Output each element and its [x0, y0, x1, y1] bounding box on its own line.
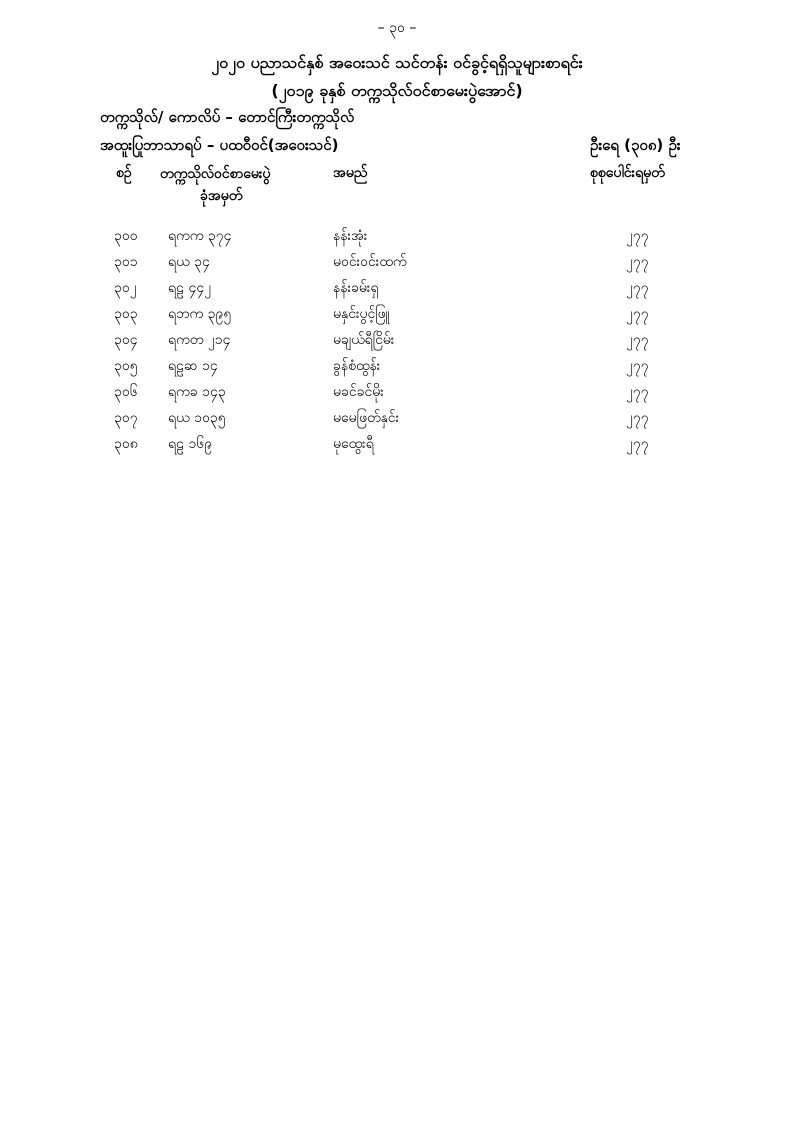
header-total-score: စုစုပေါင်းရမှတ် — [590, 165, 665, 181]
row-number: ၃၀၅ — [114, 358, 138, 374]
total-score: ၂၇၇ — [626, 228, 649, 244]
row-number: ၃၀၄ — [114, 332, 138, 348]
student-name: နန်းခမ်းရှ — [333, 280, 379, 296]
row-number: ၃၀၀ — [114, 228, 138, 244]
roll-number: ရကခ ၁၄၃ — [168, 384, 226, 400]
table-row — [0, 226, 794, 252]
document-title: ၂၀၂၀ ပညာသင်နှစ် အဝေးသင် သင်တန်း ဝင်ခွင့်ရရှိသူများစာရင်း — [211, 53, 583, 72]
roll-number: ရဠဆ ၁၄ — [168, 358, 218, 374]
document-subtitle: (၂၀၁၉ ခုနှစ် တက္ကသိုလ်ဝင်စာမေးပွဲအောင်) — [271, 81, 523, 100]
roll-number: ရဘက ၃၉၅ — [168, 306, 232, 322]
table-row — [0, 278, 794, 304]
total-score: ၂၇၇ — [626, 332, 649, 348]
table-row — [0, 330, 794, 356]
roll-number: ရဠ ၁၆၉ — [168, 436, 213, 452]
row-number: ၃၀၈ — [114, 436, 138, 452]
roll-number: ရကက ၃၇၄ — [168, 228, 232, 244]
header-roll-line2: ခုံအမှတ် — [200, 188, 243, 204]
student-name: နန်းအုံး — [333, 228, 368, 244]
table-row — [0, 252, 794, 278]
row-number: ၃၀၁ — [114, 254, 138, 270]
total-score: ၂၇၇ — [626, 384, 649, 400]
university-line: တက္ကသိုလ်/ ကောလိပ် – တောင်ကြီးတက္ကသိုလ် — [100, 108, 355, 126]
total-count: ဦးရေ (၃၀၈) ဦး — [590, 136, 681, 154]
major-line: အထူးပြုဘာသာရပ် – ပထဝီဝင်(အဝေးသင်) — [100, 136, 339, 154]
total-score: ၂၇၇ — [626, 280, 649, 296]
header-name: အမည် — [333, 165, 368, 181]
student-name: မချယ်ရီငြိမ်း — [333, 332, 395, 348]
header-roll-line1: တက္ကသိုလ်ဝင်စာမေးပွဲ — [160, 166, 271, 182]
page-number: – ၃၀ – — [377, 20, 417, 36]
row-number: ၃၀၃ — [114, 306, 138, 322]
student-name: မမေဖြတ်နှင်း — [333, 410, 400, 426]
student-name: မုထွေးရီ — [333, 436, 374, 452]
roll-number: ရယ ၃၄ — [168, 254, 210, 270]
roll-number: ရဠ ၄၄၂ — [168, 280, 212, 296]
student-name: မနှင်းပွင့်ဖြူ — [333, 306, 390, 322]
header-roll-number — [160, 163, 270, 207]
roll-number: ရယ ၁၀၃၅ — [168, 410, 226, 426]
table-row — [0, 304, 794, 330]
total-score: ၂၇၇ — [626, 436, 649, 452]
row-number: ၃၀၂ — [114, 280, 137, 296]
table-row — [0, 408, 794, 434]
header-no: စဉ် — [116, 165, 132, 181]
student-name: မခင်ခင်မိုး — [333, 384, 384, 400]
student-name: ခွန်စံထွန်း — [333, 358, 381, 374]
total-score: ၂၇၇ — [626, 306, 649, 322]
row-number: ၃၀၆ — [114, 384, 138, 400]
table-row — [0, 382, 794, 408]
total-score: ၂၇၇ — [626, 410, 649, 426]
roll-number: ရကတ ၂၁၄ — [168, 332, 231, 348]
table-row — [0, 356, 794, 382]
total-score: ၂၇၇ — [626, 358, 649, 374]
total-score: ၂၇၇ — [626, 254, 649, 270]
table-row — [0, 434, 794, 460]
student-name: မဝင်းဝင်းထက် — [333, 254, 407, 270]
row-number: ၃၀၇ — [114, 410, 138, 426]
